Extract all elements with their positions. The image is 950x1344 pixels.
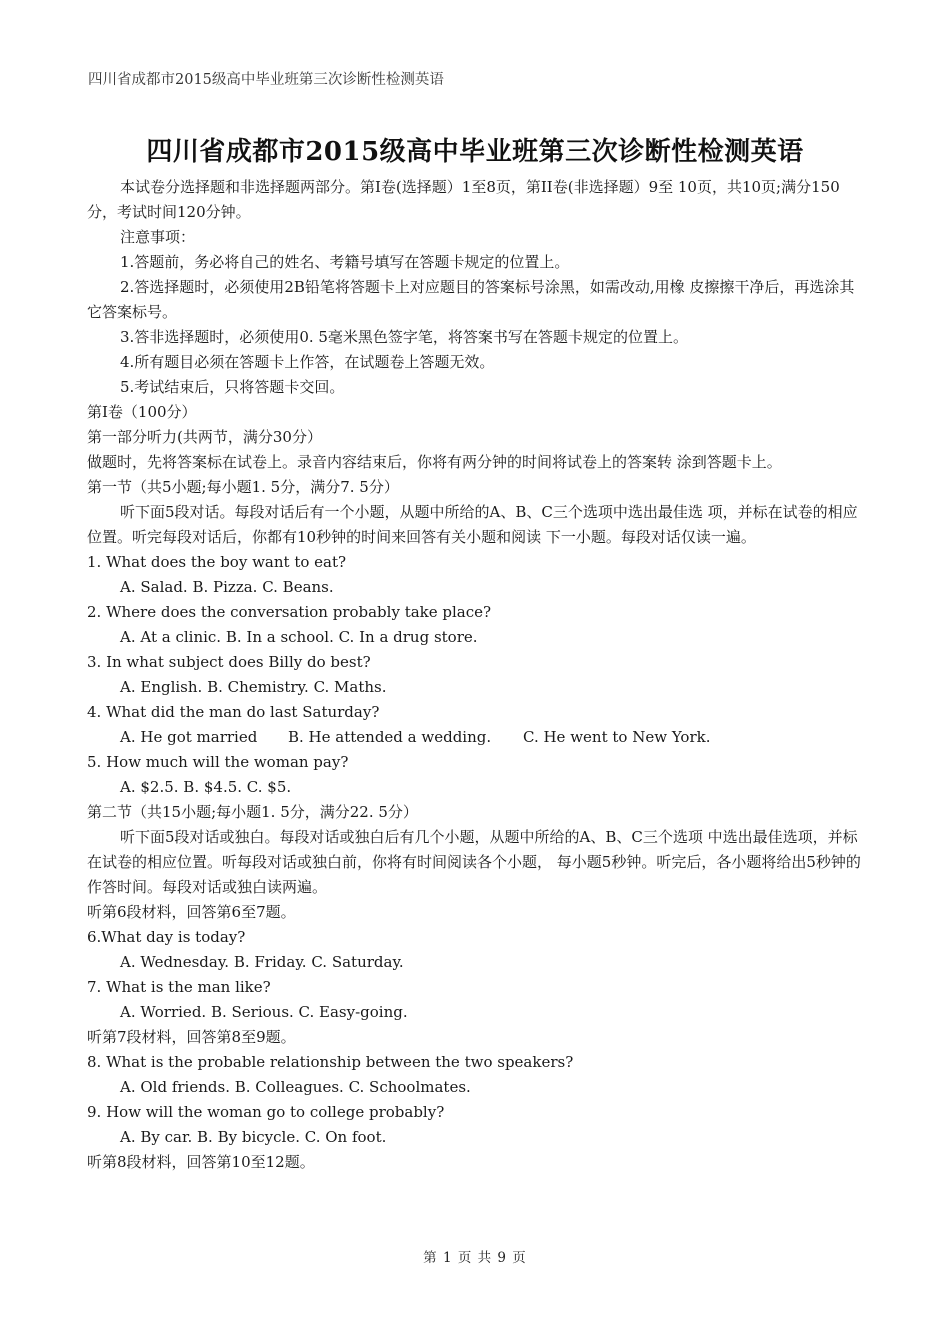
question-options: A. English. B. Chemistry. C. Maths. bbox=[120, 678, 387, 696]
question-options: A. Old friends. B. Colleagues. C. Schoolmates. bbox=[120, 1078, 471, 1096]
question-text: 9. How will the woman go to college probably? bbox=[87, 1103, 445, 1121]
question-options: A. $2.5. B. $4.5. C. $5. bbox=[120, 778, 292, 796]
material-note: 听第8段材料，回答第10至12题。 bbox=[87, 1153, 315, 1171]
part-instruction: 做题时，先将答案标在试卷上。录音内容结束后，你将有两分钟的时间将试卷上的答案转 涂到答题卡上。 bbox=[87, 453, 782, 471]
notice-item: 1.答题前，务必将自己的姓名、考籍号填写在答题卡规定的位置上。 bbox=[120, 253, 570, 271]
option-c: C. He went to New York. bbox=[523, 728, 711, 746]
option-b: B. He attended a wedding. bbox=[288, 728, 492, 746]
question-text: 3. In what subject does Billy do best? bbox=[87, 653, 371, 671]
question-options bbox=[87, 725, 863, 750]
document-title: 四川省成都市2015级高中毕业班第三次诊断性检测英语 bbox=[146, 137, 804, 167]
question-options: A. Wednesday. B. Friday. C. Saturday. bbox=[120, 953, 404, 971]
part-heading: 第一部分听力(共两节，满分30分） bbox=[87, 428, 322, 446]
volume-heading: 第I卷（100分） bbox=[87, 403, 197, 421]
running-header: 四川省成都市2015级高中毕业班第三次诊断性检测英语 bbox=[88, 72, 444, 88]
question-options: A. At a clinic. B. In a school. C. In a drug store. bbox=[120, 628, 478, 646]
question-text: 7. What is the man like? bbox=[87, 978, 271, 996]
notice-item: 4.所有题目必须在答题卡上作答，在试题卷上答题无效。 bbox=[120, 353, 495, 371]
question-options: A. Salad. B. Pizza. C. Beans. bbox=[120, 578, 334, 596]
notice-item: 2.答选择题时，必须使用2B铅笔将答题卡上对应题目的答案标号涂黑，如需改动,用橡 皮擦擦干净后，再选涂其它答案标号。 bbox=[87, 278, 855, 321]
question-text: 2. Where does the conversation probably take place? bbox=[87, 603, 492, 621]
section-instruction: 听下面5段对话或独白。每段对话或独白后有几个小题，从题中所给的A、B、C三个选项 中选出最佳选项，并标在试卷的相应位置。听每段对话或独白前，你将有时间阅读各个小题， 每小题5秒钟。听完后，各小题将给出5秒钟的作答时间。每段对话或独白读两遍。 bbox=[87, 828, 861, 896]
question-text: 6.What day is today? bbox=[87, 928, 246, 946]
question-text: 4. What did the man do last Saturday? bbox=[87, 703, 380, 721]
question-text: 8. What is the probable relationship between the two speakers? bbox=[87, 1053, 574, 1071]
question-options: A. Worried. B. Serious. C. Easy-going. bbox=[120, 1003, 408, 1021]
material-note: 听第6段材料，回答第6至7题。 bbox=[87, 903, 296, 921]
notice-heading: 注意事项： bbox=[120, 228, 196, 246]
section-heading: 第一节（共5小题;每小题1. 5分，满分7. 5分） bbox=[87, 478, 399, 496]
question-options: A. By car. B. By bicycle. C. On foot. bbox=[120, 1128, 387, 1146]
page-footer: 第 1 页 共 9 页 bbox=[423, 1250, 527, 1266]
notice-item: 3.答非选择题时，必须使用0. 5毫米黑色签字笔，将答案书写在答题卡规定的位置上。 bbox=[120, 328, 688, 346]
question-text: 5. How much will the woman pay? bbox=[87, 753, 349, 771]
notice-item: 5.考试结束后，只将答题卡交回。 bbox=[120, 378, 345, 396]
question-text: 1. What does the boy want to eat? bbox=[87, 553, 347, 571]
option-a: A. He got married bbox=[120, 728, 258, 746]
document-body bbox=[87, 175, 863, 1175]
section-heading: 第二节（共15小题;每小题1. 5分，满分22. 5分） bbox=[87, 803, 418, 821]
section-instruction: 听下面5段对话。每段对话后有一个小题，从题中所给的A、B、C三个选项中选出最佳选 项，并标在试卷的相应位置。听完每段对话后，你都有10秒钟的时间来回答有关小题和阅读 下一小题。每段对话仅读一遍。 bbox=[87, 503, 858, 546]
material-note: 听第7段材料，回答第8至9题。 bbox=[87, 1028, 296, 1046]
intro-paragraph: 本试卷分选择题和非选择题两部分。第I卷(选择题）1至8页，第II卷(非选择题）9至 10页，共10页;满分150分，考试时间120分钟。 bbox=[87, 178, 840, 221]
